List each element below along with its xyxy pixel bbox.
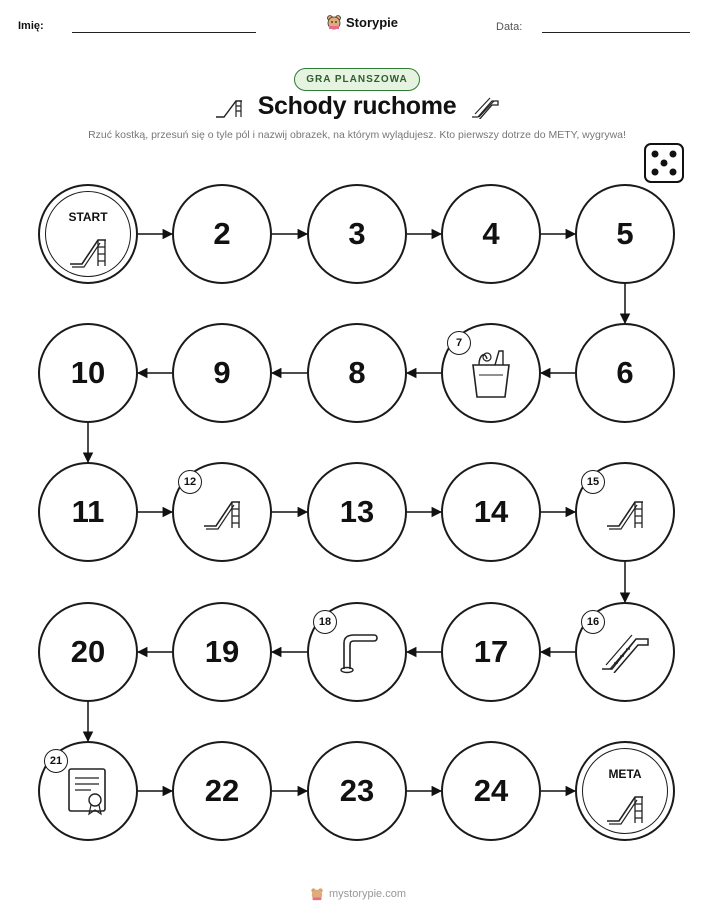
board-cell-12: [172, 462, 272, 562]
cell-number: 10: [70, 355, 106, 390]
slide-icon: [40, 230, 136, 270]
meta-label: META: [608, 767, 642, 781]
start-label: START: [68, 210, 108, 224]
grocery-bag-icon: [465, 347, 517, 399]
board-cell-18: [307, 602, 407, 702]
board-cell-13: [307, 462, 407, 562]
cell-number: 2: [213, 216, 231, 251]
cell-number: 6: [616, 355, 634, 390]
board-cell-7: [441, 323, 541, 423]
board-cell-8: [307, 323, 407, 423]
board-cell-2: [172, 184, 272, 284]
cell-number-badge: 7: [447, 331, 471, 355]
board-cell-11: [38, 462, 138, 562]
board-cell-23: [307, 741, 407, 841]
cell-number-badge: 16: [581, 610, 605, 634]
cell-number: 5: [616, 216, 634, 251]
cell-number-badge: 21: [44, 749, 68, 773]
cell-number: 4: [482, 216, 500, 251]
board-cell-21: [38, 741, 138, 841]
slide-icon: [200, 492, 244, 532]
handrail-icon: [332, 629, 382, 675]
cell-number: 11: [71, 494, 105, 529]
cell-number-badge: 12: [178, 470, 202, 494]
brand-name: Storypie: [346, 14, 399, 30]
board-cell-14: [441, 462, 541, 562]
board-cell-4: [441, 184, 541, 284]
footer: [310, 887, 406, 901]
certificate-icon: [65, 766, 111, 816]
slide-icon: [603, 492, 647, 532]
escalator-icon: [600, 631, 650, 673]
page-title: Schody ruchome: [257, 92, 457, 120]
cell-number: 19: [204, 634, 240, 669]
board-cell-15: [575, 462, 675, 562]
cell-number: 24: [473, 773, 509, 808]
cell-number: 20: [70, 634, 106, 669]
cell-number: 13: [339, 494, 375, 529]
slide-icon: [577, 787, 673, 827]
instructions: Rzuć kostką, przesuń się o tyle pól i nazwij obrazek, na którym wylądujesz. Kto pierwszy dotrze do METY, wygrywa!: [88, 129, 626, 141]
board-cell-16: [575, 602, 675, 702]
cell-number-badge: 15: [581, 470, 605, 494]
cell-number: 9: [213, 355, 231, 390]
cell-number: 3: [348, 216, 366, 251]
board-cell-9: [172, 323, 272, 423]
cell-number: 22: [204, 773, 240, 808]
board-cell-25: [575, 741, 675, 841]
cell-number: 17: [473, 634, 509, 669]
board-cell-19: [172, 602, 272, 702]
board-cell-22: [172, 741, 272, 841]
cell-number: 14: [473, 494, 509, 529]
board-cell-5: [575, 184, 675, 284]
board-cell-10: [38, 323, 138, 423]
board-cell-3: [307, 184, 407, 284]
board-cell-20: [38, 602, 138, 702]
board-cell-6: [575, 323, 675, 423]
cell-number-badge: 18: [313, 610, 337, 634]
cell-number: 23: [339, 773, 375, 808]
cell-number: 8: [348, 355, 366, 390]
board-cell-1: [38, 184, 138, 284]
date-label: Data:: [496, 21, 523, 33]
board-cell-24: [441, 741, 541, 841]
name-label: Imię:: [18, 20, 44, 32]
category-tag: GRA PLANSZOWA: [294, 68, 420, 91]
bear-mascot-icon: [310, 887, 324, 901]
board-cell-17: [441, 602, 541, 702]
footer-url[interactable]: mystorypie.com: [329, 888, 407, 900]
